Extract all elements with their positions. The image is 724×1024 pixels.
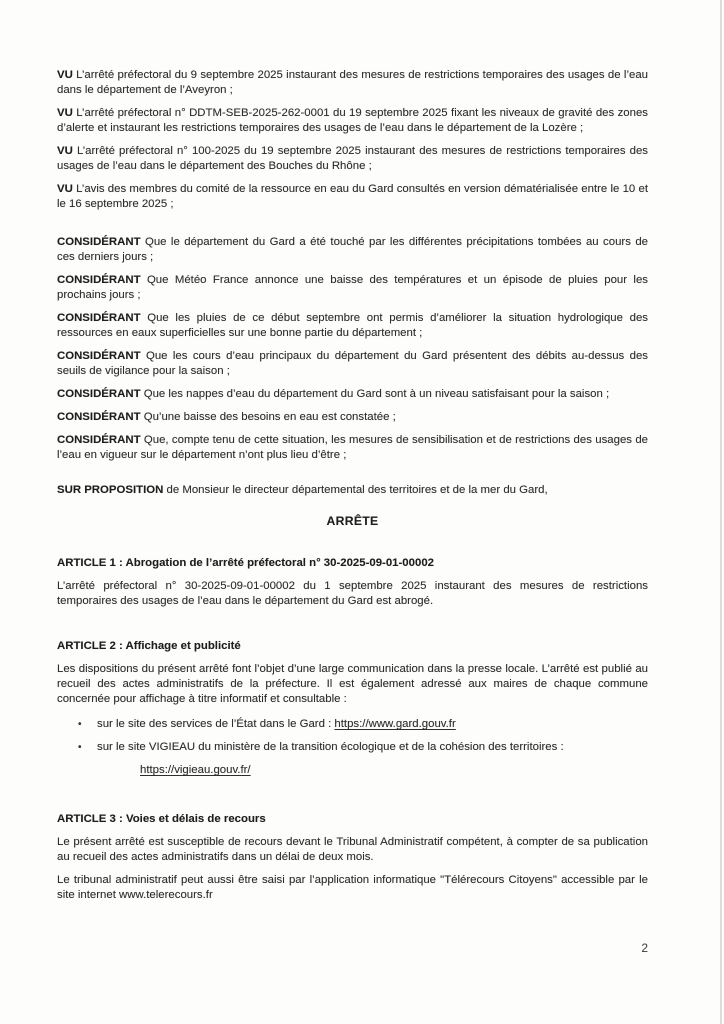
considerant-label: CONSIDÉRANT xyxy=(57,312,141,324)
vigieau-link-line xyxy=(140,763,648,778)
vu-text: L’avis des membres du comité de la ressource en eau du Gard consultés en version dématérialisée entre le 10 et le 16 septembre 2025 ; xyxy=(57,183,648,210)
bullet-icon: • xyxy=(78,719,82,730)
sur-proposition-paragraph xyxy=(57,483,648,498)
vu-paragraph xyxy=(57,144,648,174)
scan-edge-artifact xyxy=(720,0,722,1024)
considerant-text: Qu’une baisse des besoins en eau est constatée ; xyxy=(143,411,396,423)
considerant-text: Que, compte tenu de cette situation, les mesures de sensibilisation et de restrictions des usages de l’eau en vigueur sur le département n’ont plus lieu d’être ; xyxy=(57,434,648,461)
gard-site-text: sur le site des services de l’État dans le Gard : xyxy=(97,718,335,730)
considerant-paragraph xyxy=(57,349,648,379)
article-1-body: L’arrêté préfectoral n° 30-2025-09-01-00002 du 1 septembre 2025 instaurant des mesures de restrictions temporaires des usages de l’eau dans le département du Gard est abrogé. xyxy=(57,580,648,607)
considerant-label: CONSIDÉRANT xyxy=(57,388,141,400)
considerant-label: CONSIDÉRANT xyxy=(57,434,141,446)
list-item-gard-site xyxy=(78,717,648,732)
arrete-heading: ARRÊTE xyxy=(326,514,379,528)
vu-label: VU xyxy=(57,69,73,81)
considerant-text: Que les pluies de ce début septembre ont permis d’améliorer la situation hydrologique des ressources en eaux superficielles sur une bonne partie du département ; xyxy=(57,312,648,339)
vu-label: VU xyxy=(57,107,73,119)
article-3-heading: ARTICLE 3 : Voies et délais de recours xyxy=(57,813,266,825)
vu-paragraph xyxy=(57,106,648,136)
page-number: 2 xyxy=(641,941,648,955)
considerant-section xyxy=(57,235,648,463)
considerant-label: CONSIDÉRANT xyxy=(57,350,141,362)
article-3-body-2: Le tribunal administratif peut aussi être saisi par l’application informatique "Télérecours Citoyens" accessible par le site internet www.telerecours.fr xyxy=(57,874,648,901)
bullet-icon: • xyxy=(78,742,82,753)
article-3-body-1: Le présent arrêté est susceptible de recours devant le Tribunal Administratif compétent, à compter de sa publication au recueil des actes administratifs dans un délai de deux mois. xyxy=(57,836,648,863)
bullet-text xyxy=(97,717,456,732)
considerant-paragraph xyxy=(57,433,648,463)
list-item-vigieau-site xyxy=(78,740,648,755)
considerant-paragraph xyxy=(57,273,648,303)
vu-section xyxy=(57,68,648,212)
vigieau-link[interactable]: https://vigieau.gouv.fr/ xyxy=(140,764,251,776)
vu-label: VU xyxy=(57,183,73,195)
gard-gouv-link[interactable]: https://www.gard.gouv.fr xyxy=(334,718,456,730)
considerant-label: CONSIDÉRANT xyxy=(57,236,141,248)
sur-proposition-text: de Monsieur le directeur départemental des territoires et de la mer du Gard, xyxy=(166,484,548,496)
article-1-heading: ARTICLE 1 : Abrogation de l’arrêté préfectoral n° 30-2025-09-01-00002 xyxy=(57,557,434,569)
article-2-section xyxy=(57,639,648,778)
vigieau-site-text: sur le site VIGIEAU du ministère de la transition écologique et de la cohésion des territoires : xyxy=(97,741,564,753)
sur-proposition-label: SUR PROPOSITION xyxy=(57,484,164,496)
considerant-label: CONSIDÉRANT xyxy=(57,274,141,286)
considerant-paragraph xyxy=(57,387,648,402)
bullet-text xyxy=(97,740,564,755)
vu-paragraph xyxy=(57,182,648,212)
considerant-paragraph xyxy=(57,410,648,425)
considerant-text: Que Météo France annonce une baisse des températures et un épisode de pluies pour les prochains jours ; xyxy=(57,274,648,301)
considerant-paragraph xyxy=(57,311,648,341)
considerant-paragraph xyxy=(57,235,648,265)
vu-text: L’arrêté préfectoral n° 100-2025 du 19 septembre 2025 instaurant des mesures de restrictions temporaires des usages de l’eau dans le département des Bouches du Rhône ; xyxy=(57,145,648,172)
article-3-section xyxy=(57,812,648,903)
vu-label: VU xyxy=(57,145,73,157)
article-2-body: Les dispositions du présent arrêté font l’objet d’une large communication dans la presse locale. L’arrêté est publié au recueil des actes administratifs de la préfecture. Il est également adressé aux maires de chaque commune concernée pour affichage à titre informatif et consultable : xyxy=(57,663,648,705)
document-content xyxy=(57,68,648,911)
article-1-section xyxy=(57,556,648,609)
vu-text: L’arrêté préfectoral n° DDTM-SEB-2025-262-0001 du 19 septembre 2025 fixant les niveaux de gravité des zones d’alerte et instaurant les restrictions temporaires des usages de l’eau dans le département de la Lozère ; xyxy=(57,107,648,134)
considerant-text: Que les cours d’eau principaux du département du Gard présentent des débits au-dessus des seuils de vigilance pour la saison ; xyxy=(57,350,648,377)
considerant-text: Que les nappes d’eau du département du Gard sont à un niveau satisfaisant pour la saison ; xyxy=(143,388,610,400)
vu-paragraph xyxy=(57,68,648,98)
vu-text: L’arrêté préfectoral du 9 septembre 2025 instaurant des mesures de restrictions temporaires des usages de l’eau dans le département de l’Aveyron ; xyxy=(57,69,648,96)
considerant-label: CONSIDÉRANT xyxy=(57,411,141,423)
considerant-text: Que le département du Gard a été touché par les différentes précipitations tombées au cours de ces derniers jours ; xyxy=(57,236,648,263)
article-2-heading: ARTICLE 2 : Affichage et publicité xyxy=(57,640,241,652)
